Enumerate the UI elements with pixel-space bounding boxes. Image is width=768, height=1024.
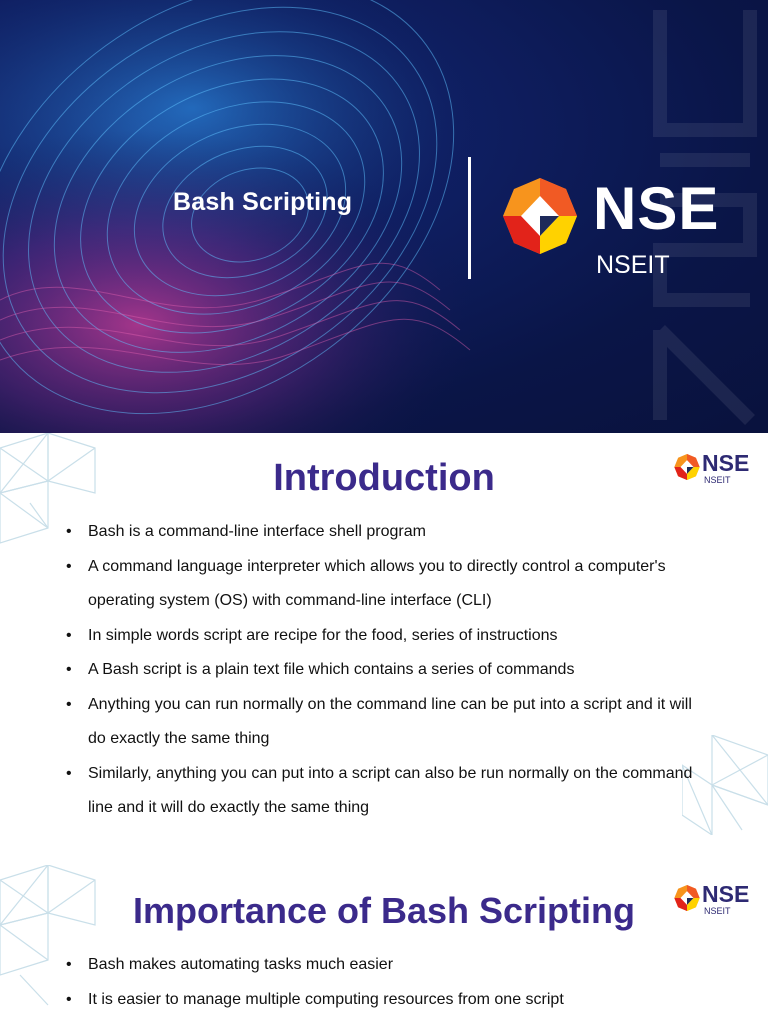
nse-logo-text: NSE	[702, 450, 750, 476]
importance-slide	[0, 835, 768, 1024]
nse-logo-mark-icon	[674, 454, 700, 480]
list-item: • It is easier to manage multiple computing resources from one script	[66, 983, 696, 1018]
nseit-logo-text: NSEIT	[704, 475, 731, 485]
slide-title: Importance of Bash Scripting	[132, 890, 636, 931]
presentation-title: Bash Scripting	[173, 188, 353, 216]
bullet-list	[66, 948, 696, 1017]
nse-logo-small	[674, 450, 754, 486]
title-slide	[0, 0, 768, 433]
nse-logo-small	[674, 881, 754, 917]
list-item: • A command language interpreter which allows you to directly control a computer's operating system (OS) with command-line interface (CLI)	[66, 550, 696, 619]
introduction-slide	[0, 433, 768, 835]
slide-title: Introduction	[273, 457, 495, 499]
list-item: • In simple words script are recipe for the food, series of instructions	[66, 619, 696, 654]
nse-logo-text: NSE	[593, 175, 720, 242]
list-item: • A Bash script is a plain text file which contains a series of commands	[66, 653, 696, 688]
nse-logo-mark-icon	[503, 178, 577, 254]
nse-logo-mark-icon	[674, 885, 700, 911]
nse-logo-text: NSE	[702, 881, 750, 907]
list-item: • Bash is a command-line interface shell program	[66, 515, 696, 550]
bullet-list	[66, 515, 696, 826]
title-divider	[468, 157, 471, 279]
list-item: • Anything you can run normally on the command line can be put into a script and it will do exactly the same thing	[66, 688, 696, 757]
list-item: • Similarly, anything you can put into a script can also be run normally on the command line and it will do exactly the same thing	[66, 757, 696, 826]
nseit-logo-text: NSEIT	[704, 906, 731, 916]
list-item: • Bash makes automating tasks much easier	[66, 948, 696, 983]
nseit-logo-text: NSEIT	[596, 251, 670, 279]
